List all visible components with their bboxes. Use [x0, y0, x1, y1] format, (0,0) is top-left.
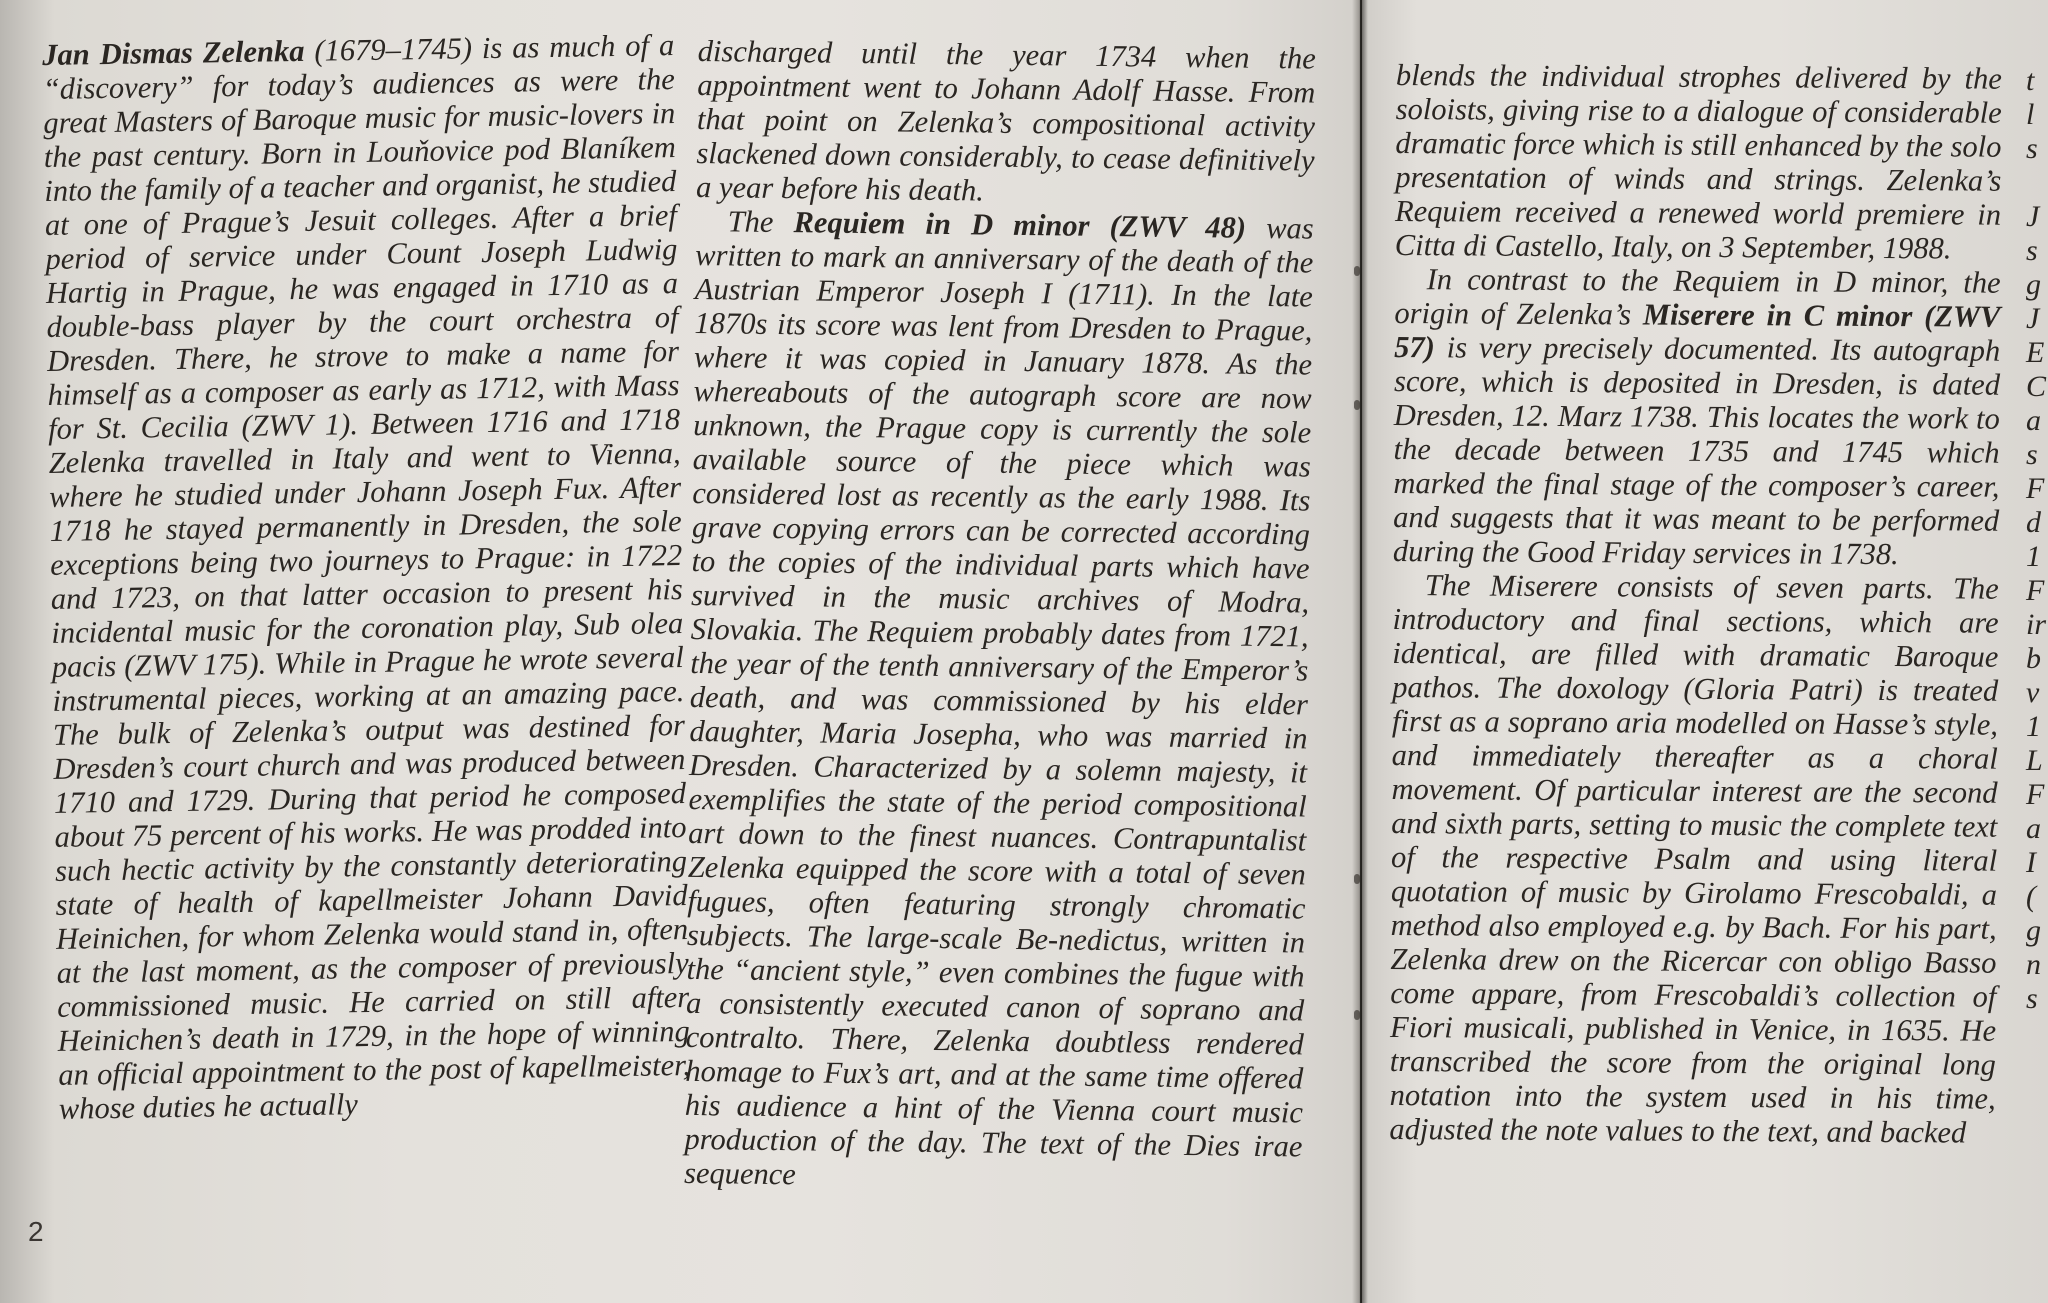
edge-letter: E — [2026, 336, 2045, 369]
edge-letter: s — [2026, 234, 2038, 267]
edge-letter: ( — [2026, 880, 2036, 913]
edge-letter: L — [2026, 744, 2043, 777]
edge-letter: F — [2026, 472, 2045, 505]
paragraph: blends the individual strophes delivered by the soloists, giving rise to a dialogue of considerable dramatic force which is still enhanced by the solo presentation of winds and strings. Zelenka’s Requiem received a renewed world premiere in Citta di Castello, Italy, on 3 September, 1988. — [1394, 58, 2002, 266]
text-column-2 — [684, 34, 1316, 1197]
paragraph-text: (1679–1745) is as much of a “discovery” for today’s audiences as were the great Masters of Baroque music for music-lovers in the past century. Born in Louňovice pod Blaníkem into the family of a teacher and organist, he studied at one of Prague’s Jesuit colleges. After a brief period of service under Count Joseph Ludwig Hartig in Prague, he was engaged in 1710 as a double-bass player by the court orchestra of Dresden. There, he strove to make a name for himself as a composer as early as 1712, with Mass for St. Cecilia (ZWV 1). Between 1716 and 1718 Zelenka travelled in Italy and went to Vienna, where he studied under Johann Joseph Fux. After 1718 he stayed permanently in Dresden, the sole exceptions being two journeys to Prague: in 1722 and 1723, on that latter occasion to present his incidental music for the coronation play, Sub olea pacis (ZWV 175). While in Prague he wrote several instrumental pieces, working at an amazing pace. The bulk of Zelenka’s output was destined for Dresden’s court church and was produced between 1710 and 1729. During that period he composed about 75 percent of his works. He was prodded into such hectic activity by the constantly deteriorating state of health of kapellmeister Johann David Heinichen, for whom Zelenka would stand in, often at the last moment, as the composer of previously commissioned music. He carried on still after Heinichen’s death in 1729, in the hope of winning an official appointment to the post of kapellmeister, whose duties he actually — [42, 28, 691, 1126]
paragraph: The Miserere consists of seven parts. The introductory and final sections, which are identical, are filled with dramatic Baroque pathos. The doxology (Gloria Patri) is treated first as a soprano aria modelled on Hasse’s style, and immediately thereafter as a choral movement. Of particular interest are the second and sixth parts, setting to music the complete text of the respective Psalm and using literal quotation of music by Girolamo Frescobaldi, a method also employed e.g. by Bach. For his part, Zelenka drew on the Ricercar con obligo Basso come appare, from Frescobaldi’s collection of Fiori musicali, published in Venice, in 1635. He transcribed the score from the original long notation into the system used in his time, adjusted the note values to the text, and backed — [1389, 568, 1999, 1150]
paragraph-lead: The — [727, 204, 794, 240]
edge-letter: F — [2026, 778, 2045, 811]
edge-letter: g — [2026, 914, 2041, 947]
edge-letter: C — [2026, 370, 2047, 403]
paragraph: discharged until the year 1734 when the appointment went to Johann Adolf Hasse. From that point on Zelenka’s compositional activity slackened down considerably, to cease definitively a year before his death. — [695, 34, 1316, 208]
edge-letter — [2026, 166, 2048, 200]
edge-letter: 1 — [2026, 710, 2041, 743]
edge-letter: t — [2026, 64, 2035, 97]
binding-mark — [1354, 400, 1360, 410]
text-column-1 — [42, 28, 691, 1126]
edge-letter: s — [2026, 438, 2038, 471]
work-title-requiem: Requiem in D minor (ZWV 48) — [793, 205, 1247, 245]
edge-letter: s — [2026, 132, 2038, 165]
paragraph — [684, 204, 1314, 1197]
page-number: 2 — [28, 1216, 44, 1247]
edge-letter: F — [2026, 574, 2045, 607]
paragraph — [42, 28, 691, 1126]
paragraph-text: was written to mark an anniversary of the death of the Austrian Emperor Joseph I (1711). In the late 1870s its score was lent from Dresden to Prague, where it was copied in January 1878. As the whereabouts of the autograph score are now unknown, the Prague copy is currently the sole available source of the piece which was considered lost as recently as the early 1988. Its grave copying errors can be corrected according to the copies of the individual parts which have survived in the music archives of Modra, Slovakia. The Requiem probably dates from 1721, the year of the tenth anniversary of the Emperor’s death, and was commissioned by his elder daughter, Maria Josepha, who was married in Dresden. Characterized by a solemn majesty, it exemplifies the state of the period compositional art down to the finest nuances. Contrapuntalist Zelenka equipped the score with a total of seven fugues, often featuring strongly chromatic subjects. The large-scale Be-nedictus, written in the “ancient style,” even combines the fugue with a consistently executed canon of soprano and contralto. There, Zelenka doubtless rendered homage to Fux’s art, and at the same time offered his audience a hint of the Vienna court music production of the day. The text of the Dies irae sequence — [683, 210, 1314, 1192]
edge-letter: a — [2026, 812, 2041, 845]
paragraph-lead: In contrast to the Requiem in D minor, the origin of Zelenka’s — [1394, 262, 2001, 332]
binding-mark — [1354, 1010, 1360, 1020]
edge-letter: 1 — [2026, 540, 2041, 573]
edge-letter: g — [2026, 268, 2041, 301]
edge-letter: l — [2026, 98, 2035, 131]
edge-letter: v — [2026, 676, 2040, 709]
edge-letter: a — [2026, 404, 2041, 437]
binding-mark — [1354, 266, 1360, 276]
edge-letter: s — [2026, 982, 2038, 1015]
edge-letter: b — [2026, 642, 2041, 675]
next-page-edge-text — [2026, 64, 2048, 1016]
edge-letter: J — [2026, 200, 2040, 233]
work-title-miserere: Miserere in C minor (ZWV 57) — [1394, 297, 2001, 365]
edge-letter: d — [2026, 506, 2041, 539]
edge-letter: ir — [2026, 608, 2047, 641]
edge-letter: n — [2026, 948, 2041, 981]
book-fold — [1352, 0, 1368, 1303]
composer-name: Jan Dismas Zelenka — [42, 33, 305, 72]
edge-letter: J — [2026, 302, 2040, 335]
paragraph-text: is very precisely documented. Its autograph score, which is deposited in Dresden, is dated Dresden, 12. Marz 1738. This locates the work to the decade between 1735 and 1745 which marked the final stage of the composer’s career, and suggests that it was meant to be performed during the Good Friday services in 1738. — [1392, 330, 2001, 572]
binding-mark — [1354, 874, 1360, 884]
paragraph — [1393, 262, 2001, 572]
edge-letter: I — [2026, 846, 2036, 879]
text-column-3 — [1389, 58, 2002, 1150]
